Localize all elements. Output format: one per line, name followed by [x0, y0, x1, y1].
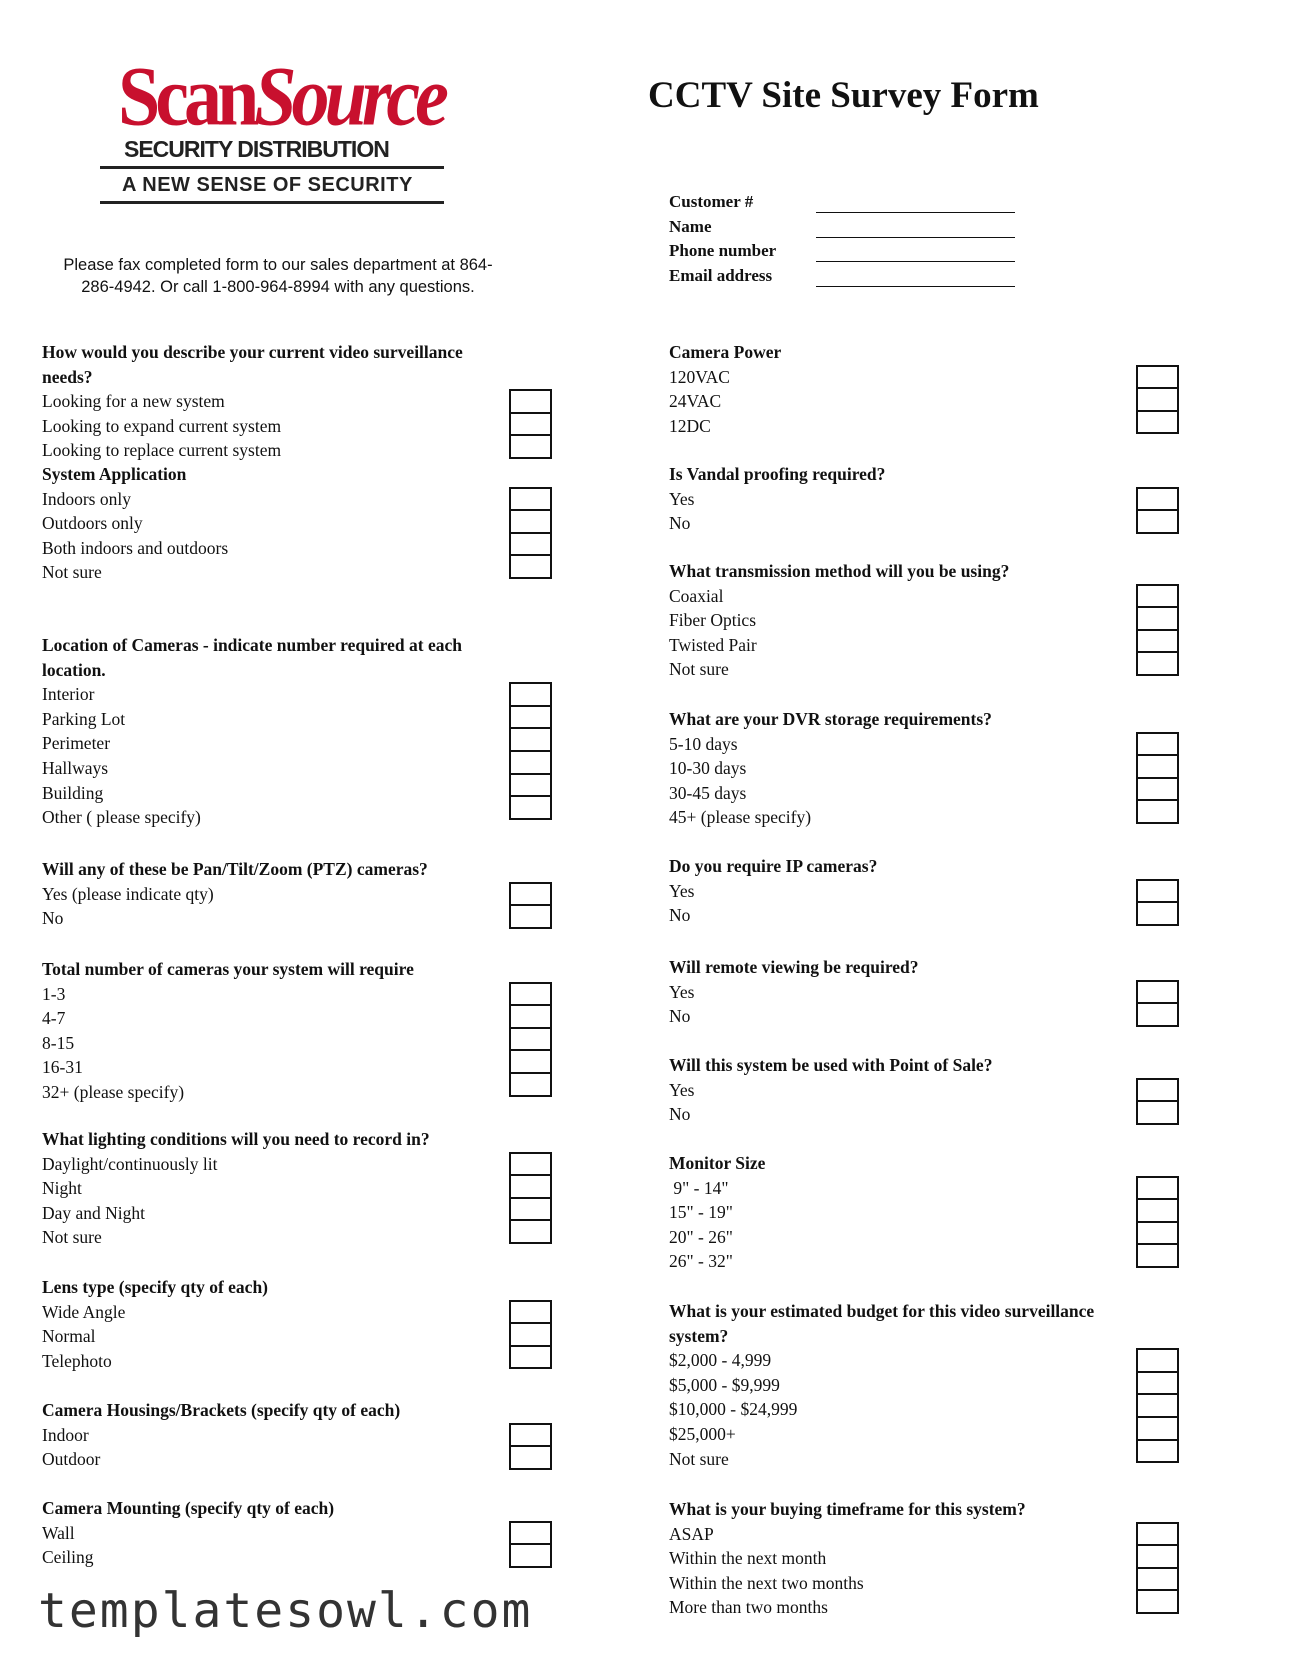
answer-checkbox[interactable] [509, 882, 552, 907]
option-label: Coaxial [669, 585, 724, 606]
scansource-logo [96, 49, 448, 214]
question-section [669, 854, 1259, 928]
answer-checkbox[interactable] [1136, 1348, 1179, 1373]
answer-checkbox[interactable] [509, 509, 552, 534]
answer-box-group [1136, 879, 1179, 926]
answer-checkbox[interactable] [1136, 629, 1179, 654]
option-label: Yes [669, 981, 695, 1002]
answer-checkbox[interactable] [1136, 1522, 1179, 1547]
customer-field-input-line[interactable] [816, 237, 1015, 238]
option-label: Indoor [42, 1424, 89, 1445]
option-label: $2,000 - 4,999 [669, 1350, 772, 1371]
question-heading: Lens type (specify qty of each) [42, 1277, 269, 1297]
option-label: 8-15 [42, 1032, 75, 1053]
answer-checkbox[interactable] [509, 1072, 552, 1097]
logo-rule-bottom [100, 201, 444, 204]
option-label: 16-31 [42, 1057, 83, 1078]
answer-box-group [509, 682, 552, 820]
option-label: 32+ (please specify) [42, 1081, 185, 1102]
question-heading: What is your buying timeframe for this system? [669, 1499, 1026, 1519]
option-label: 9" - 14" [669, 1177, 729, 1198]
answer-checkbox[interactable] [509, 1027, 552, 1052]
answer-checkbox[interactable] [1136, 606, 1179, 631]
option-label: Both indoors and outdoors [42, 537, 229, 558]
option-label: Outdoor [42, 1449, 101, 1470]
answer-box-group [509, 389, 552, 459]
option-label: $10,000 - $24,999 [669, 1399, 798, 1420]
answer-checkbox[interactable] [1136, 1371, 1179, 1396]
answer-checkbox[interactable] [1136, 1589, 1179, 1614]
answer-checkbox[interactable] [509, 1322, 552, 1347]
option-label: 5-10 days [669, 733, 738, 754]
question-heading: How would you describe your current video surveillance needs? [42, 342, 463, 387]
answer-checkbox[interactable] [1136, 1416, 1179, 1441]
customer-field-input-line[interactable] [816, 212, 1015, 213]
answer-box-group [509, 982, 552, 1097]
answer-box-group [509, 487, 552, 579]
question-section [669, 1299, 1259, 1471]
answer-checkbox[interactable] [509, 1300, 552, 1325]
customer-field-label: Name [669, 216, 712, 236]
answer-checkbox[interactable] [1136, 1100, 1179, 1125]
answer-checkbox[interactable] [509, 1543, 552, 1568]
answer-checkbox[interactable] [1136, 1198, 1179, 1223]
answer-checkbox[interactable] [1136, 387, 1179, 412]
answer-box-group [509, 1300, 552, 1370]
option-label: Yes [669, 1079, 695, 1100]
option-label: 120VAC [669, 366, 730, 387]
option-label: 45+ (please specify) [669, 807, 812, 828]
option-label: Looking to replace current system [42, 440, 282, 461]
option-label: 30-45 days [669, 782, 747, 803]
option-label: Twisted Pair [669, 634, 757, 655]
answer-checkbox[interactable] [509, 1197, 552, 1222]
option-label: ASAP [669, 1523, 714, 1544]
question-section [42, 633, 632, 830]
option-label: Wide Angle [42, 1301, 126, 1322]
option-label: Yes [669, 880, 695, 901]
option-label: Not sure [669, 1448, 729, 1469]
question-section [669, 955, 1259, 1029]
answer-box-group [509, 882, 552, 929]
watermark: templatesowl.com [38, 1583, 533, 1639]
option-label: 26" - 32" [669, 1251, 733, 1272]
option-label: 10-30 days [669, 758, 747, 779]
option-label: Building [42, 782, 104, 803]
customer-field-label: Phone number [669, 241, 777, 260]
answer-box-group [509, 1423, 552, 1470]
question-section [669, 559, 1259, 682]
option-label: $25,000+ [669, 1423, 736, 1444]
answer-box-group [1136, 732, 1179, 824]
customer-field-label: Customer # [669, 192, 754, 211]
option-label: 15" - 19" [669, 1202, 733, 1223]
logo-tagline-2: A NEW SENSE OF SECURITY [122, 174, 413, 196]
question-section [669, 1497, 1259, 1620]
logo-brand-main: Scan [118, 49, 255, 144]
option-label: 12DC [669, 415, 711, 436]
question-heading: Location of Cameras - indicate number required at each location. [42, 635, 462, 680]
answer-checkbox[interactable] [509, 982, 552, 1007]
option-label: Day and Night [42, 1202, 146, 1223]
answer-checkbox[interactable] [1136, 879, 1179, 904]
question-heading: Camera Housings/Brackets (specify qty of each) [42, 1400, 401, 1420]
answer-checkbox[interactable] [509, 532, 552, 557]
question-section [669, 1053, 1259, 1127]
answer-box-group [1136, 584, 1179, 676]
answer-checkbox[interactable] [1136, 487, 1179, 512]
answer-checkbox[interactable] [509, 389, 552, 414]
question-section [42, 340, 632, 463]
option-label: Indoors only [42, 488, 131, 509]
question-section [669, 707, 1259, 830]
answer-checkbox[interactable] [509, 434, 552, 459]
option-label: Parking Lot [42, 708, 126, 729]
answer-box-group [1136, 980, 1179, 1027]
answer-checkbox[interactable] [1136, 732, 1179, 757]
answer-checkbox[interactable] [1136, 410, 1179, 435]
option-label: Looking for a new system [42, 391, 225, 412]
answer-checkbox[interactable] [509, 904, 552, 929]
answer-checkbox[interactable] [509, 1345, 552, 1370]
question-section [42, 1127, 632, 1250]
question-section [42, 1496, 632, 1570]
answer-checkbox[interactable] [509, 487, 552, 512]
question-heading: Camera Mounting (specify qty of each) [42, 1498, 335, 1518]
answer-checkbox[interactable] [509, 1049, 552, 1074]
option-label: Daylight/continuously lit [42, 1153, 218, 1174]
option-label: Other ( please specify) [42, 807, 201, 828]
answer-checkbox[interactable] [1136, 509, 1179, 534]
question-section [42, 1398, 632, 1472]
option-label: Hallways [42, 757, 109, 778]
option-label: No [669, 513, 691, 534]
answer-checkbox[interactable] [1136, 1393, 1179, 1418]
answer-box-group [1136, 365, 1179, 435]
answer-checkbox[interactable] [509, 1004, 552, 1029]
option-label: 4-7 [42, 1008, 66, 1029]
option-label: 20" - 26" [669, 1226, 733, 1247]
option-label: Not sure [42, 1227, 102, 1248]
answer-checkbox[interactable] [1136, 754, 1179, 779]
option-label: No [669, 1104, 691, 1125]
option-label: Normal [42, 1326, 96, 1347]
option-label: 24VAC [669, 391, 722, 412]
answer-checkbox[interactable] [1136, 1439, 1179, 1464]
question-heading: What lighting conditions will you need to record in? [42, 1129, 430, 1149]
answer-checkbox[interactable] [1136, 1544, 1179, 1569]
answer-box-group [1136, 1348, 1179, 1463]
answer-checkbox[interactable] [509, 727, 552, 752]
answer-checkbox[interactable] [1136, 1002, 1179, 1027]
answer-checkbox[interactable] [1136, 365, 1179, 390]
option-label: Looking to expand current system [42, 415, 282, 436]
logo-brand-italic: Source [254, 49, 444, 144]
answer-checkbox[interactable] [509, 750, 552, 775]
question-section [669, 462, 1259, 536]
answer-checkbox[interactable] [1136, 1567, 1179, 1592]
answer-checkbox[interactable] [509, 1423, 552, 1448]
question-heading: Do you require IP cameras? [669, 856, 878, 876]
answer-checkbox[interactable] [1136, 584, 1179, 609]
option-label: $5,000 - $9,999 [669, 1374, 780, 1395]
option-label: Perimeter [42, 733, 111, 754]
answer-checkbox[interactable] [509, 1445, 552, 1470]
answer-checkbox[interactable] [509, 773, 552, 798]
question-section [42, 462, 632, 585]
answer-checkbox[interactable] [509, 1521, 552, 1546]
option-label: Night [42, 1178, 82, 1199]
answer-checkbox[interactable] [1136, 1243, 1179, 1268]
question-heading: Monitor Size [669, 1153, 766, 1173]
question-heading: What is your estimated budget for this video surveillance system? [669, 1301, 1095, 1346]
question-section [669, 340, 1259, 438]
option-label: Yes (please indicate qty) [42, 883, 214, 904]
question-heading: System Application [42, 464, 187, 484]
answer-checkbox[interactable] [509, 1219, 552, 1244]
option-label: Within the next month [669, 1548, 827, 1569]
answer-checkbox[interactable] [1136, 1221, 1179, 1246]
question-heading: Will this system be used with Point of Sale? [669, 1055, 993, 1075]
answer-checkbox[interactable] [1136, 1078, 1179, 1103]
answer-box-group [1136, 1522, 1179, 1614]
question-heading: What are your DVR storage requirements? [669, 709, 992, 729]
answer-box-group [509, 1152, 552, 1244]
answer-checkbox[interactable] [509, 554, 552, 579]
question-heading: Will any of these be Pan/Tilt/Zoom (PTZ) cameras? [42, 859, 428, 879]
question-heading: Camera Power [669, 342, 782, 362]
answer-checkbox[interactable] [1136, 651, 1179, 676]
answer-checkbox[interactable] [509, 1174, 552, 1199]
answer-checkbox[interactable] [1136, 799, 1179, 824]
option-label: Interior [42, 684, 95, 705]
question-heading: Will remote viewing be required? [669, 957, 919, 977]
answer-checkbox[interactable] [509, 795, 552, 820]
customer-field-input-line[interactable] [816, 261, 1015, 262]
answer-box-group [1136, 1176, 1179, 1268]
customer-field-input-line[interactable] [816, 286, 1015, 287]
option-label: Not sure [669, 659, 729, 680]
answer-box-group [1136, 487, 1179, 534]
logo-tagline-1: SECURITY DISTRIBUTION [124, 136, 389, 162]
answer-checkbox[interactable] [509, 1152, 552, 1177]
option-label: 1-3 [42, 983, 66, 1004]
answer-checkbox[interactable] [1136, 980, 1179, 1005]
customer-field-label: Email address [669, 265, 773, 285]
option-label: No [669, 905, 691, 926]
option-label: Telephoto [42, 1350, 112, 1371]
answer-checkbox[interactable] [1136, 777, 1179, 802]
option-label: Outdoors only [42, 513, 143, 534]
answer-checkbox[interactable] [1136, 901, 1179, 926]
question-heading: Total number of cameras your system will require [42, 959, 414, 979]
option-label: Wall [42, 1522, 75, 1543]
logo-rule-top [100, 166, 444, 169]
option-label: Not sure [42, 562, 102, 583]
question-section [669, 1151, 1259, 1274]
answer-checkbox[interactable] [509, 705, 552, 730]
option-label: Fiber Optics [669, 610, 757, 631]
option-label: No [669, 1006, 691, 1027]
fax-instructions: Please fax completed form to our sales department at 864-286-4942. Or call 1-800-964-8994 with any questions. [63, 256, 493, 296]
answer-box-group [509, 1521, 552, 1568]
question-section [42, 957, 632, 1105]
page-title: CCTV Site Survey Form [648, 75, 1039, 116]
question-heading: What transmission method will you be using? [669, 561, 1010, 581]
question-section [42, 857, 632, 931]
option-label: No [42, 908, 64, 929]
question-heading: Is Vandal proofing required? [669, 464, 886, 484]
option-label: More than two months [669, 1597, 828, 1618]
answer-box-group [1136, 1078, 1179, 1125]
option-label: Within the next two months [669, 1572, 864, 1593]
option-label: Yes [669, 488, 695, 509]
answer-checkbox[interactable] [1136, 1176, 1179, 1201]
answer-checkbox[interactable] [509, 682, 552, 707]
question-section [42, 1275, 632, 1373]
logo-brand [118, 49, 444, 144]
answer-checkbox[interactable] [509, 412, 552, 437]
option-label: Ceiling [42, 1547, 94, 1568]
